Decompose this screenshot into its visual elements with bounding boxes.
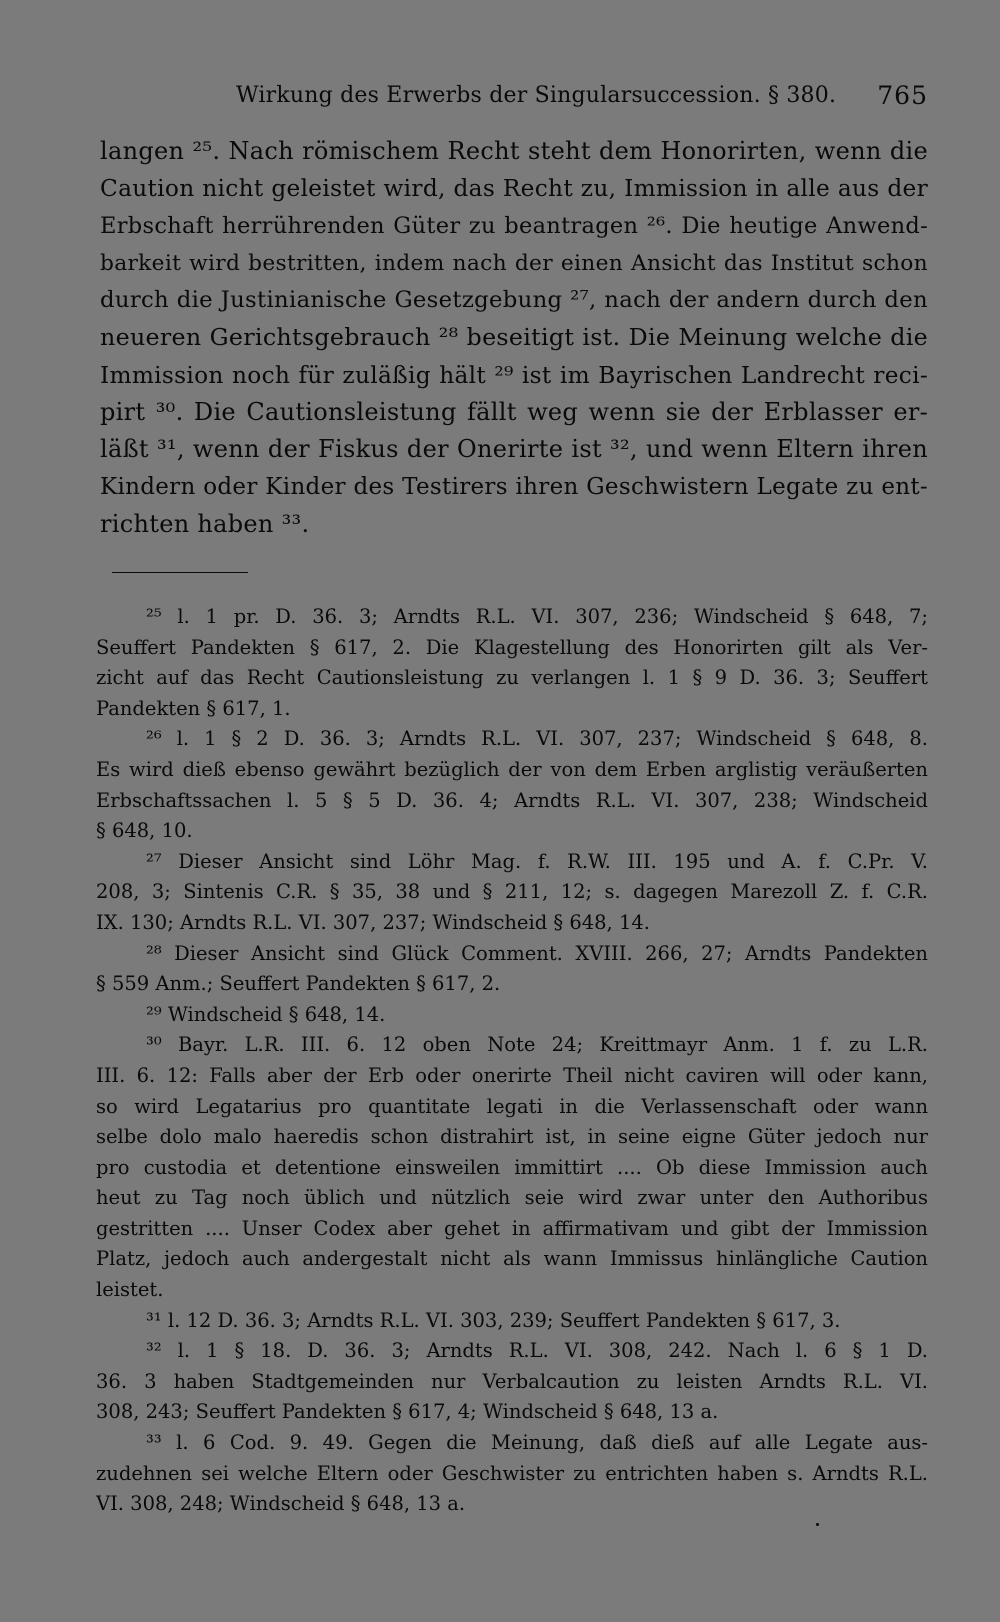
footnote-line: ²⁶ l. 1 § 2 D. 36. 3; Arndts R.L. VI. 307, 237; Windscheid § 648, 8. [146, 727, 928, 751]
footnote-line: ³³ l. 6 Cod. 9. 49. Gegen die Meinung, daß dieß auf alle Legate aus- [146, 1431, 928, 1455]
footnote-line: heut zu Tag noch üblich und nützlich seie wird zwar unter den Authoribus [96, 1186, 928, 1210]
text-line: neueren Gerichtsgebrauch ²⁸ beseitigt ist. Die Meinung welche die [100, 323, 928, 352]
footnote-line: 308, 243; Seuffert Pandekten § 617, 4; Windscheid § 648, 13 a. [96, 1400, 719, 1424]
footnote-line: ²⁷ Dieser Ansicht sind Löhr Mag. f. R.W. III. 195 und A. f. C.Pr. V. [146, 849, 928, 873]
text-line: Immission noch für zuläßig hält ²⁹ ist im Bayrischen Landrecht reci- [100, 361, 928, 389]
text-line: durch die Justinianische Gesetzgebung ²⁷, nach der andern durch den [100, 287, 928, 314]
running-title: Wirkung des Erwerbs der Singularsuccession. § 380. [236, 83, 837, 108]
footnote-line: gestritten .... Unser Codex aber gehet in affirmativam und gibt der Immission [96, 1216, 928, 1240]
footnote-line: Erbschaftssachen l. 5 § 5 D. 36. 4; Arndts R.L. VI. 307, 238; Windscheid [96, 788, 928, 812]
footnote-28 [96, 939, 928, 1000]
page-number: 765 [877, 81, 928, 110]
text-line: barkeit wird bestritten, indem nach der einen Ansicht das Institut schon [100, 250, 928, 276]
footnote-line: ³² l. 1 § 18. D. 36. 3; Arndts R.L. VI. 308, 242. Nach l. 6 § 1 D. [146, 1339, 928, 1363]
footnote-30 [96, 1030, 928, 1305]
footnote-line: Platz, jedoch auch andergestalt nicht als wann Immissus hinlängliche Caution [96, 1247, 928, 1271]
text-line: läßt ³¹, wenn der Fiskus der Onerirte ist ³², und wenn Eltern ihren [100, 435, 928, 464]
footnote-line: § 648, 10. [96, 819, 193, 843]
text-line: richten haben ³³. [100, 509, 310, 538]
main-text [100, 133, 928, 543]
text-line: langen ²⁵. Nach römischem Recht steht dem Honorirten, wenn die [100, 137, 928, 165]
footnote-31 [96, 1306, 928, 1337]
footnote-line: ³⁰ Bayr. L.R. III. 6. 12 oben Note 24; Kreittmayr Anm. 1 f. zu L.R. [146, 1033, 928, 1057]
footnote-29 [96, 1000, 928, 1031]
footnote-line: § 559 Anm.; Seuffert Pandekten § 617, 2. [96, 972, 501, 996]
footnote-line: pro custodia et detentione einsweilen immittirt .... Ob diese Immission auch [96, 1155, 928, 1179]
text-line: pirt ³⁰. Die Cautionsleistung fällt weg wenn sie der Erblasser er- [100, 398, 928, 427]
footnote-line: Pandekten § 617, 1. [96, 696, 291, 720]
running-head [100, 76, 928, 116]
footnote-25 [96, 602, 928, 724]
footnote-line: III. 6. 12: Falls aber der Erb oder onerirte Theil nicht caviren will oder kann, [96, 1063, 928, 1087]
footnote-separator-rule [112, 572, 248, 573]
text-line: Kindern oder Kinder des Testirers ihren Geschwistern Legate zu ent- [100, 473, 928, 500]
footnotes [96, 602, 928, 1520]
footnote-line: ²⁹ Windscheid § 648, 14. [146, 1002, 386, 1026]
footnote-line: IX. 130; Arndts R.L. VI. 307, 237; Windscheid § 648, 14. [96, 910, 650, 934]
footnote-33 [96, 1428, 928, 1520]
footnote-line: Seuffert Pandekten § 617, 2. Die Klagestellung des Honorirten gilt als Ver- [96, 635, 928, 659]
text-line: Caution nicht geleistet wird, das Recht zu, Immission in alle aus der [100, 175, 928, 203]
footnote-32 [96, 1336, 928, 1428]
footnote-line: VI. 308, 248; Windscheid § 648, 13 a. [96, 1492, 466, 1516]
footnote-line: selbe dolo malo haeredis schon distrahirt ist, in seine eigne Güter jedoch nur [96, 1125, 928, 1149]
text-line: Erbschaft herrührenden Güter zu beantragen ²⁶. Die heutige Anwend- [100, 212, 928, 239]
footnote-line: zudehnen sei welche Eltern oder Geschwister zu entrichten haben s. Arndts R.L. [96, 1461, 928, 1485]
footnote-line: ²⁵ l. 1 pr. D. 36. 3; Arndts R.L. VI. 307, 236; Windscheid § 648, 7; [146, 605, 928, 628]
footnote-27 [96, 847, 928, 939]
footnote-line: Es wird dieß ebenso gewährt bezüglich der von dem Erben arglistig veräußerten [96, 757, 928, 781]
footnote-line: so wird Legatarius pro quantitate legati in die Verlassenschaft oder wann [96, 1094, 928, 1118]
footnote-line: leistet. [96, 1278, 164, 1302]
footnote-line: 36. 3 haben Stadtgemeinden nur Verbalcaution zu leisten Arndts R.L. VI. [96, 1369, 928, 1393]
footnote-line: zicht auf das Recht Cautionsleistung zu verlangen l. 1 § 9 D. 36. 3; Seuffert [96, 666, 928, 690]
footnote-line: ³¹ l. 12 D. 36. 3; Arndts R.L. VI. 303, 239; Seuffert Pandekten § 617, 3. [146, 1308, 841, 1332]
footnote-line: ²⁸ Dieser Ansicht sind Glück Comment. XVIII. 266, 27; Arndts Pandekten [146, 941, 928, 965]
footnote-line: 208, 3; Sintenis C.R. § 35, 38 und § 211, 12; s. dagegen Marezoll Z. f. C.R. [96, 880, 928, 904]
print-speck [816, 1523, 819, 1526]
footnote-26 [96, 724, 928, 846]
